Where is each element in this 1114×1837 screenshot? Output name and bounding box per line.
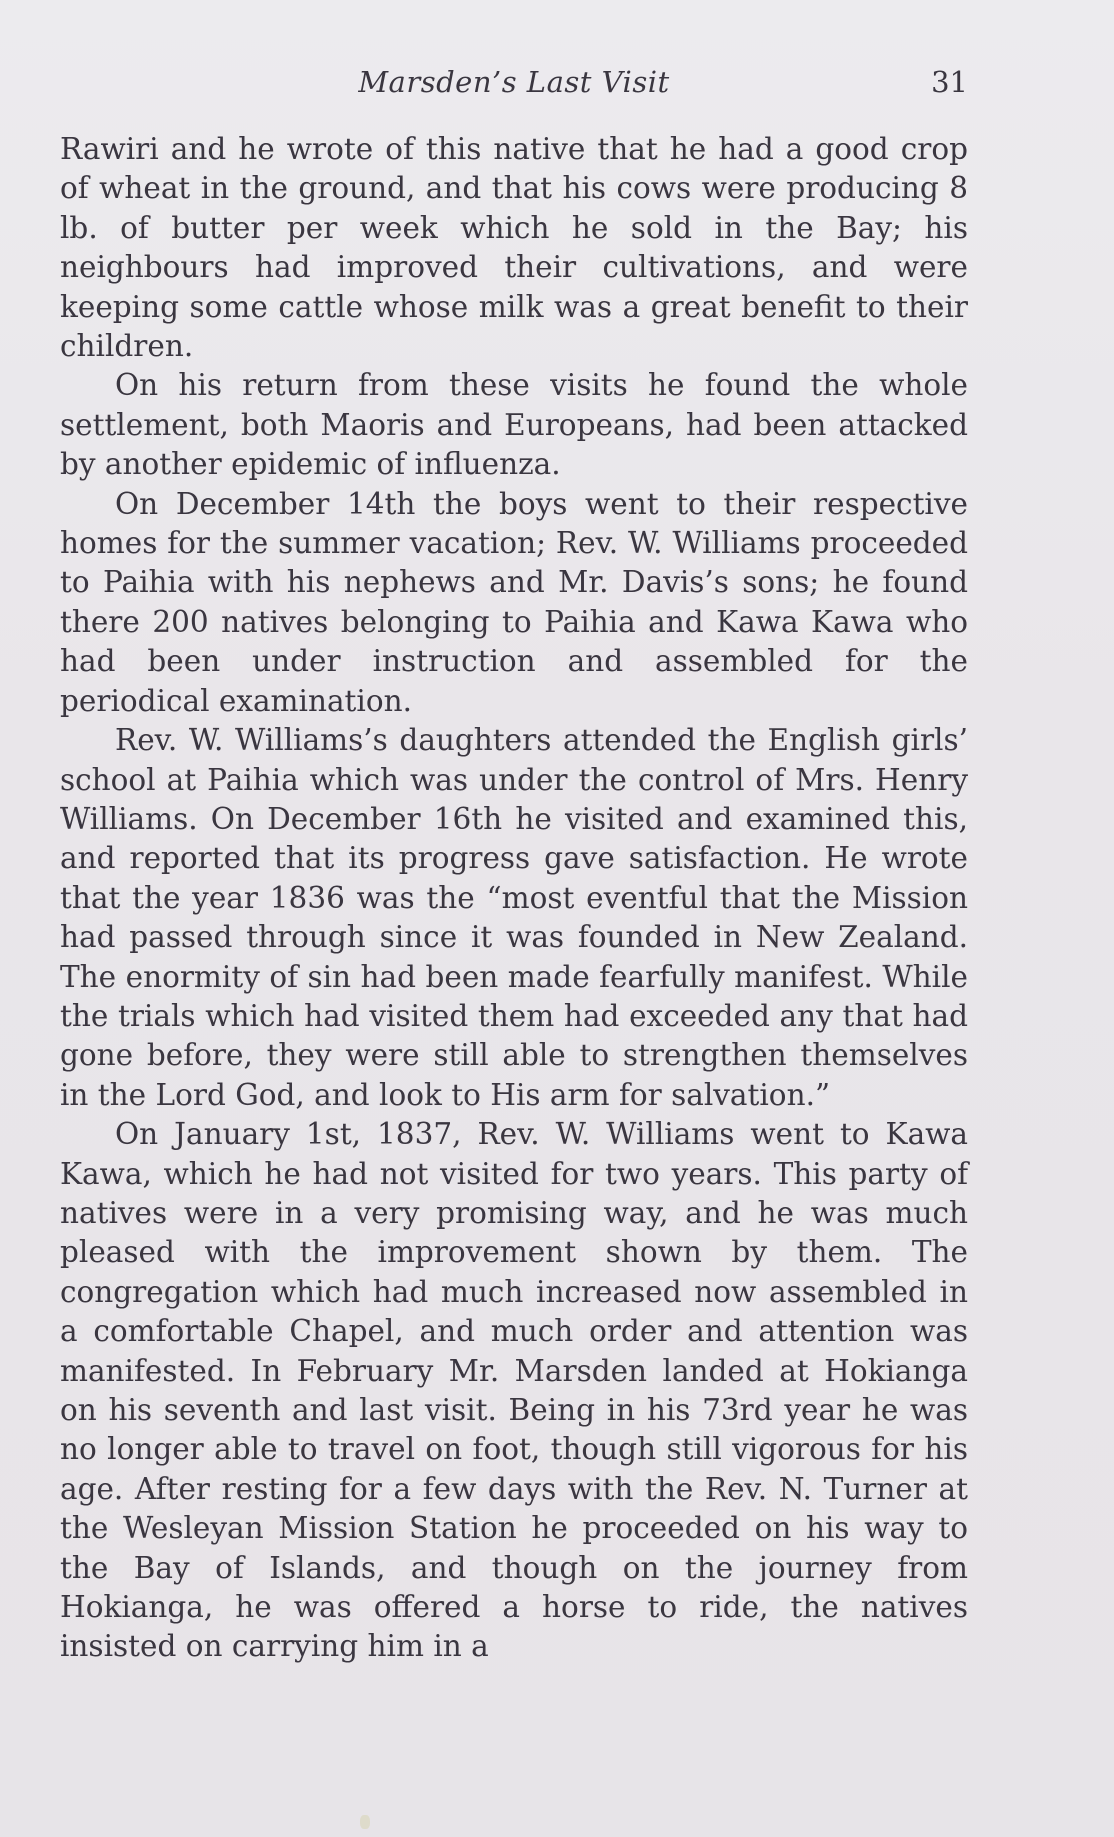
paragraph-3: On December 14th the boys went to their respective homes for the summer vacation; Rev. W. Williams proceeded to Paihia with his nephews and Mr. Davis’s sons; he found there 200 natives belonging to Paihia and Kawa Kawa who had been under instruction and assembled for the periodical examination. [60, 486, 968, 718]
paragraph-1: Rawiri and he wrote of this native that he had a good crop of wheat in the ground, and that his cows were producing 8 lb. of butter per week which he sold in the Bay; his neighbours had improved their cultivations, and were keeping some cattle whose milk was a great benefit to their children. [60, 132, 968, 364]
paragraph-4: Rev. W. Williams’s daughters attended the English girls’ school at Paihia which was under the control of Mrs. Henry Williams. On December 16th he visited and examined this, and reported that its progress gave satisfaction. He wrote that the year 1836 was the “most eventful that the Mission had passed through since it was founded in New Zealand. The enormity of sin had been made fearfully manifest. While the trials which had visited them had exceeded any that had gone before, they were still able to strengthen themselves in the Lord God, and look to His arm for salvation.” [60, 723, 968, 1112]
page-number: 31 [931, 65, 968, 99]
paragraph-5: On January 1st, 1837, Rev. W. Williams went to Kawa Kawa, which he had not visited for two years. This party of natives were in a very promising way, and he was much pleased with the improvement shown by them. The congregation which had much increased now assembled in a comfortable Chapel, and much order and attention was manifested. In February Mr. Marsden landed at Hokianga on his seventh and last visit. Being in his 73rd year he was no longer able to travel on foot, though still vigorous for his age. After resting for a few days with the Rev. N. Turner at the Wesleyan Mission Station he proceeded on his way to the Bay of Islands, and though on the journey from Hokianga, he was offered a horse to ride, the natives insisted on carrying him in a [60, 1117, 968, 1664]
paper-stain [360, 1815, 370, 1829]
body-text [60, 130, 968, 1667]
running-header [60, 62, 968, 102]
paragraph-2: On his return from these visits he found the whole settlement, both Maoris and Europeans, had been attacked by another epidemic of influenza. [60, 368, 968, 482]
running-title: Marsden’s Last Visit [358, 65, 670, 99]
